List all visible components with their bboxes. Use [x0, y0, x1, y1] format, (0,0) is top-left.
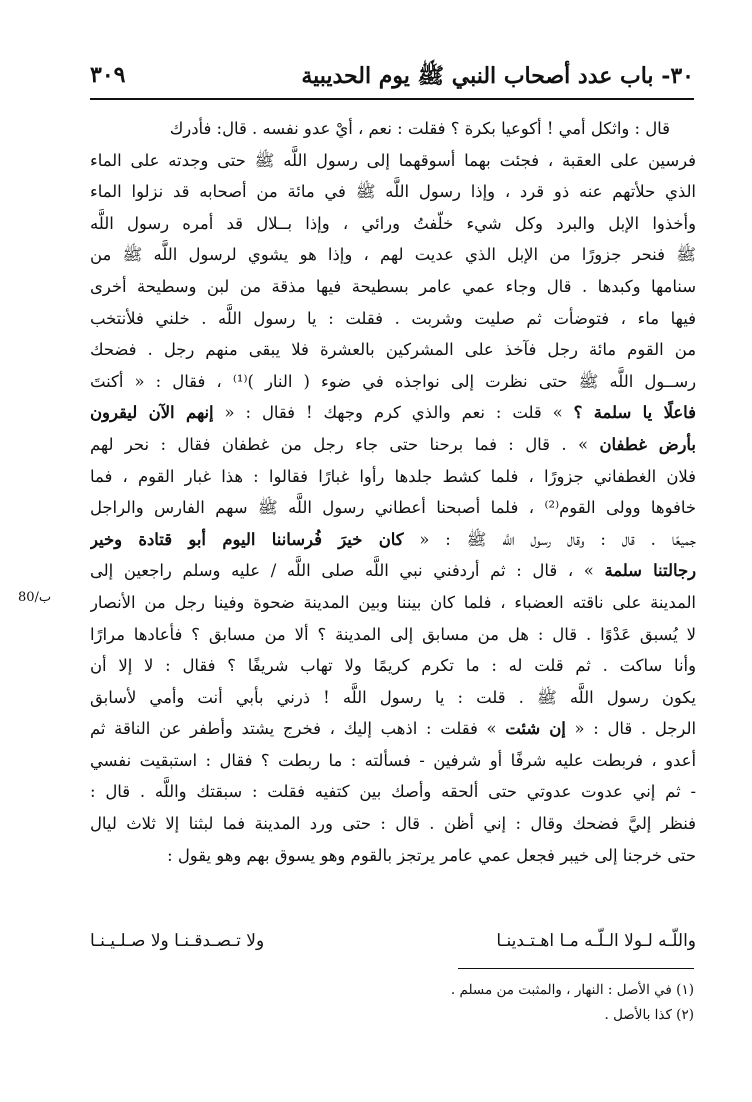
bold-quote: فاعلًا يا سلمة ؟: [573, 403, 696, 423]
page-header: [90, 60, 694, 94]
text-span: » ، قال : ثم أردفني نبي اللَّه صلى اللَّه / عليه وسلم راجعين إلى: [90, 561, 605, 581]
poem-verse: [90, 925, 696, 957]
text-span: » . قال : فما برحنا حتى جاء رجل من غطفان فقال : نحر لهم: [90, 434, 600, 454]
text-line: رســول اللَّه ﷺ حتى نظرت إلى نواجذه في ضوء ( النار )⁽¹⁾ ، فقال : « أكنتَ: [90, 371, 696, 391]
header-rule: [90, 98, 694, 100]
verse-first-hemistich: واللّـه لـولا الـلّـه مـا اهـتـدينـا: [496, 931, 696, 951]
footnote-2: (٢) كذا بالأصل .: [604, 1007, 694, 1023]
text-line: فيها ماء ، فتوضأت ثم صليت وشربت . فقلت : يا رسول اللَّه . خلني فلأنتخب: [90, 308, 696, 328]
text-line: وأنا ساكت . ثم قلت له : ما تكرم كريمًا ولا تهاب شريفًا ؟ فقال : لا إلا أن: [90, 656, 696, 676]
text-line: فرسين على العقبة ، فجئت بهما أسوقهما إلى رسول اللَّه ﷺ حتى وجدته على الماء: [90, 150, 696, 170]
bold-quote: رجالتنا سلمة: [604, 561, 696, 581]
bold-quote: إن شئت: [505, 719, 566, 739]
text-line: من القوم مائة رجل فآخذ على المشركين بالعشرة فلا يبقى منهم رجل . فضحك: [90, 340, 696, 360]
text-line: ﷺ فنحر جزورًا من الإبل الذي عديت لهم ، وإذا هو يشوي لرسول اللَّه ﷺ من: [90, 245, 696, 265]
text-line: [90, 429, 696, 461]
text-span: » فقلت : اذهب إليك ، فخرج يشتد وأطفر عن الناقة ثم: [90, 719, 506, 739]
text-line: - ثم إني عدوت عدوتي حتى ألحقه وأصك بين كتفيه فقلت : سبقتك واللَّه . قال :: [90, 782, 696, 802]
text-line: [90, 397, 696, 429]
footnote-rule: [458, 968, 694, 969]
verse-second-hemistich: ولا تـصـدقـنـا ولا صـلـيـنـا: [90, 931, 265, 951]
chapter-title: ٣٠- باب عدد أصحاب النبي ﷺ يوم الحديبية: [301, 63, 694, 89]
text-span: » قلت : نعم والذي كرم وجهك ! فقال : «: [213, 403, 574, 423]
manuscript-folio-note: 80/ب: [18, 590, 52, 605]
text-line: [90, 524, 696, 556]
footnotes: [194, 978, 694, 1028]
page-number: ٣٠٩: [90, 62, 126, 88]
text-line: فنظر إليَّ فضحك وقال : إني أظن . قال : حتى ورد المدينة فما لبثنا إلا ثلاث ليال: [90, 814, 696, 834]
footnote-1: (١) في الأصل : النهار ، والمثبت من مسلم .: [450, 982, 694, 998]
text-line: فلان الغطفاني جزورًا ، فلما كشط جلدها رأوا غبارًا فقالوا : هذا غبار القوم ، فما: [90, 466, 696, 486]
text-line: الذي حلأتهم عنه ذو قرد ، وإذا رسول اللَّه ﷺ في مائة من أصحابه قد نزلوا الماء: [90, 182, 696, 202]
text-line: أعدو ، فربطت عليه شرفًا أو شرفين - فسألته : ما ربطت ؟ فقال : استبقيت نفسي: [90, 750, 696, 770]
text-line: قال : واثكل أمي ! أكوعيا بكرة ؟ فقلت : نعم ، أيْ عدو نفسه . قال: فأدرك: [169, 119, 670, 138]
bold-quote: إنهم الآن ليقرون: [90, 403, 214, 423]
bold-quote: بأرض غطفان: [599, 434, 696, 454]
text-line: سنامها وكبدها . قال وجاء عمي عامر بسطيحة فيها مذقة من لبن وسطيحة أخرى: [90, 276, 696, 296]
text-line: حتى خرجنا إلى خيبر فجعل عمي عامر يرتجز بالقوم وهو يسوق بهم وهو يقول :: [167, 845, 696, 865]
text-line: لا يُسبق عَدْوًا . قال : هل من مسابق إلى المدينة ؟ ألا من مسابق ؟ فأعادها مرارًا: [90, 624, 696, 644]
text-line: يكون رسول اللَّه ﷺ . قلت : يا رسول اللَّه ! ذرني بأبي أنت وأمي لأسابق: [90, 687, 696, 707]
text-span: الرجل . قال : «: [565, 719, 696, 739]
text-line: [90, 713, 696, 745]
text-span: جميعًا . قال : وقال رسول اللَّه ﷺ : «: [403, 529, 696, 549]
text-line: [90, 555, 696, 587]
text-line: وأخذوا الإبل والبرد وكل شيء خلّفتُ ورائي ، وإذا بــلال قد أمره رسول اللَّه: [90, 213, 696, 233]
bold-quote: كان خيرَ فُرساننا اليوم أبو قتادة وخير: [90, 529, 404, 549]
text-line: خافوها وولى القوم⁽²⁾ ، فلما أصبحنا أعطاني رسول اللَّه ﷺ سهم الفارس والراجل: [90, 498, 696, 518]
main-text: [90, 113, 696, 871]
text-line: المدينة على ناقته العضباء ، فلما كان بيننا وبين المدينة ضحوة وفينا رجل من الأنصار: [90, 592, 696, 612]
